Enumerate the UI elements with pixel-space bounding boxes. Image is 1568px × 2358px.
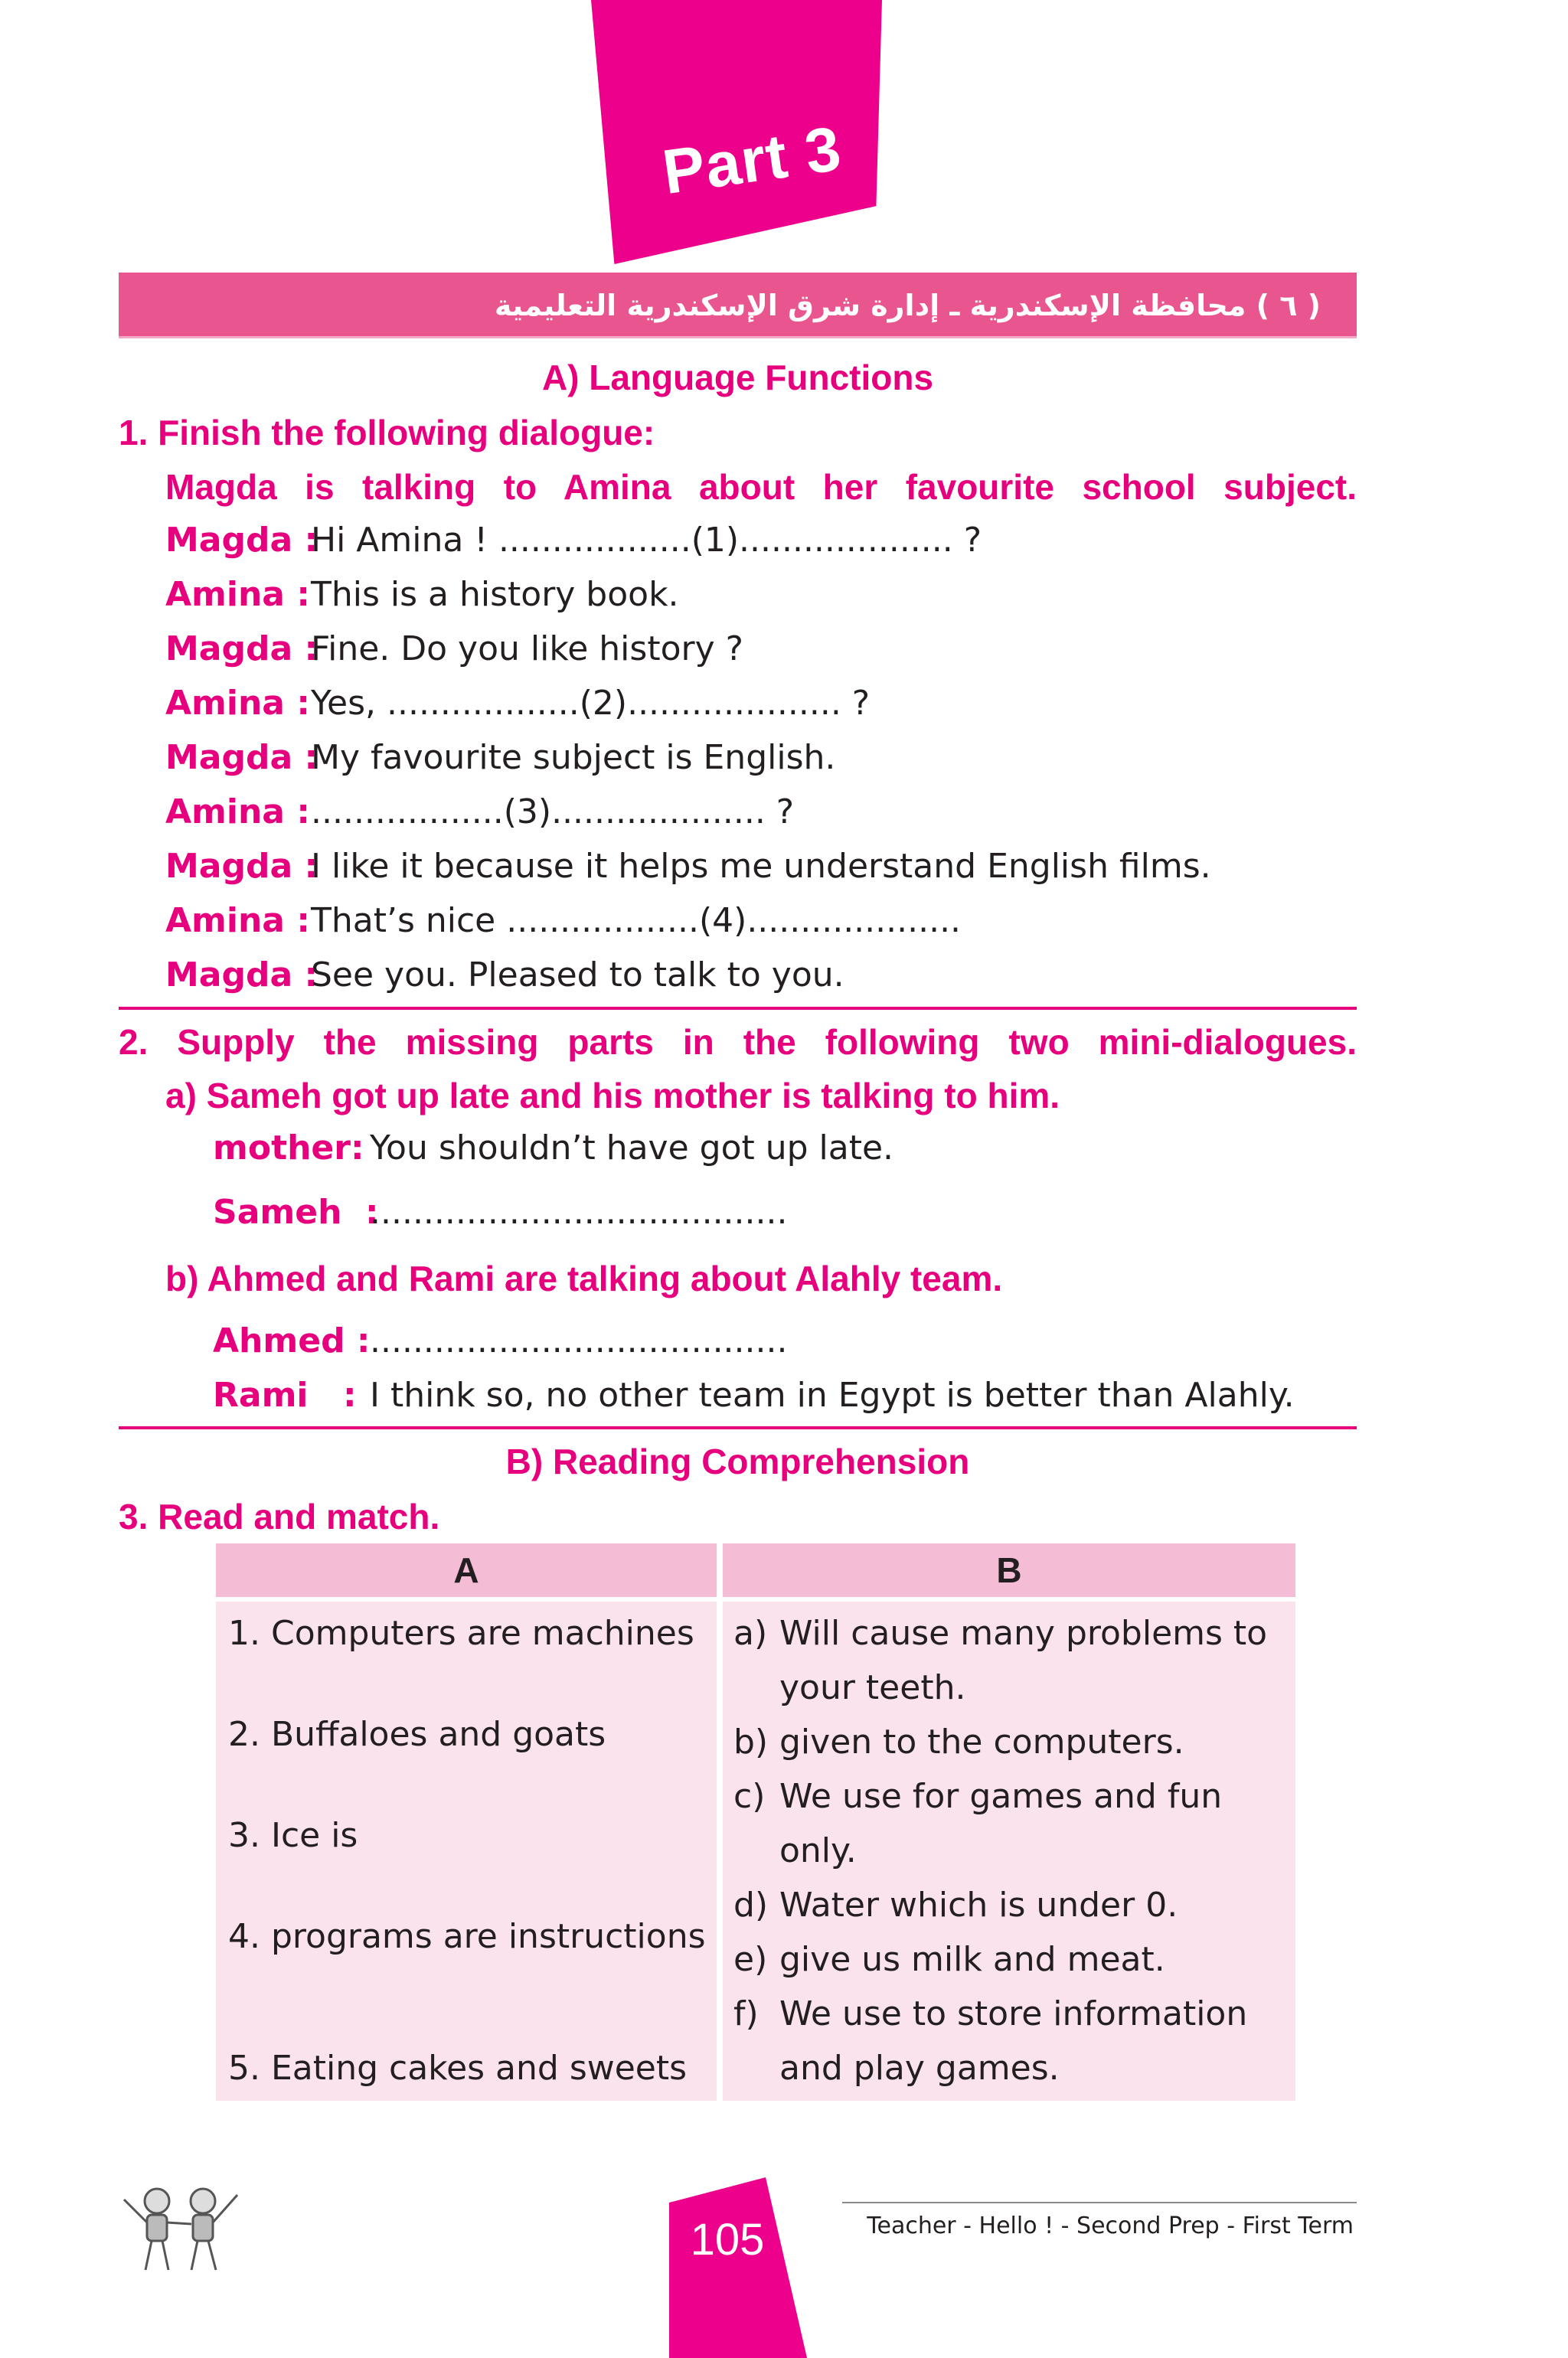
match-label: c) [733,1777,766,1816]
answer-blank[interactable]: ....................................... [370,1193,788,1232]
section-divider [119,1426,1357,1429]
dialogue-line [165,629,743,668]
match-label: f) [733,1994,759,2033]
dialogue-text: My favourite subject is English. [311,738,836,777]
match-text: We use to store information [779,1994,1248,2033]
dialogue-line [213,1193,788,1232]
dialogue-line [165,792,795,831]
match-item-b [733,1777,1223,1816]
dialogue-line [165,684,871,723]
match-item-b [733,1886,1178,1925]
match-item-a: 2. Buffaloes and goats [228,1715,606,1754]
dialogue-text: You shouldn’t have got up late. [370,1128,894,1168]
speaker-colon: : [343,1376,357,1415]
dialogue-text: ..................(3).................... ? [311,792,795,831]
page-number: 105 [690,2215,765,2265]
match-label: a) [733,1614,768,1653]
section-b-title: B) Reading Comprehension [505,1442,970,1481]
dialogue-text: I think so, no other team in Egypt is better than Alahly. [370,1376,1295,1415]
speaker-label: Magda : [165,955,318,994]
speaker-label: mother: [213,1128,364,1168]
match-item-b [733,1723,1184,1762]
book-title: Teacher - Hello ! - Second Prep - First Term [867,2213,1354,2239]
match-text: We use for games and fun [779,1777,1223,1816]
match-label: b) [733,1723,769,1762]
match-item-a: 3. Ice is [228,1816,358,1855]
speaker-label: Ahmed : [213,1321,371,1360]
speaker-label: Sameh : [213,1193,379,1232]
match-item-a: 5. Eating cakes and sweets [228,2049,688,2088]
match-item-a: 1. Computers are machines [228,1614,694,1653]
dialogue-text: That’s nice ..................(4).................... [311,901,962,940]
speaker-label: Amina : [165,575,310,614]
dialogue-text: This is a history book. [311,575,679,614]
dialogue-text: See you. Pleased to talk to you. [311,955,844,994]
match-item-b [733,1940,1165,1979]
q2b-intro: b) Ahmed and Rami are talking about Alahly team. [165,1259,1003,1298]
dialogue-line [165,575,679,614]
dialogue-text: Fine. Do you like history ? [311,629,743,668]
dialogue-text: Hi Amina ! ..................(1).................... ? [311,521,982,560]
page-number-tab [669,2177,807,2358]
column-b-header: B [723,1543,1295,1597]
match-label: d) [733,1886,769,1925]
match-text: give us milk and meat. [779,1940,1165,1979]
speaker-label: Magda : [165,521,318,560]
q1-title: 1. Finish the following dialogue: [119,413,655,452]
footer-divider [842,2202,1357,2203]
dialogue-line [165,955,844,994]
match-item-b-continued: only. [779,1831,857,1870]
dialogue-line [165,738,836,777]
dialogue-line [165,901,962,940]
section-a-title: A) Language Functions [541,358,934,397]
answer-blank[interactable]: ....................................... [370,1321,788,1360]
speaker-label: Amina : [165,792,310,831]
arabic-banner-text: ( ٦ ) محافظة الإسكندرية ـ إدارة شرق الإسكندرية التعليمية [494,289,1321,322]
dialogue-text: I like it because it helps me understand English films. [311,847,1211,886]
speaker-label: Magda : [165,738,318,777]
speaker-label: Magda : [165,847,318,886]
speaker-label: Amina : [165,684,310,723]
section-divider [119,1007,1357,1010]
speaker-label: Rami [213,1376,309,1415]
dialogue-line [213,1128,894,1168]
match-text: Will cause many problems to [779,1614,1268,1653]
column-a-header: A [216,1543,717,1597]
match-item-b-continued: and play games. [779,2049,1060,2088]
dialogue-line [213,1376,1295,1415]
q1-intro: Magda is talking to Amina about her favourite school subject. [165,467,1357,507]
match-text: given to the computers. [779,1723,1184,1762]
match-item-b [733,1994,1248,2033]
kids-illustration-icon [115,2178,253,2278]
q2a-intro: a) Sameh got up late and his mother is talking to him. [165,1076,1060,1115]
match-label: e) [733,1940,768,1979]
q3-title: 3. Read and match. [119,1497,440,1537]
match-text: Water which is under 0. [779,1886,1178,1925]
speaker-label: Magda : [165,629,318,668]
q2-title: 2. Supply the missing parts in the following two mini-dialogues. [119,1022,1357,1062]
match-item-a: 4. programs are instructions [228,1917,706,1956]
dialogue-text: Yes, ..................(2).................... ? [311,684,871,723]
speaker-label: Amina : [165,901,310,940]
dialogue-line [165,521,982,560]
part-title: Part 3 [658,113,846,208]
match-item-b-continued: your teeth. [779,1668,966,1707]
dialogue-line [213,1321,788,1360]
match-item-b [733,1614,1268,1653]
dialogue-line [165,847,1211,886]
